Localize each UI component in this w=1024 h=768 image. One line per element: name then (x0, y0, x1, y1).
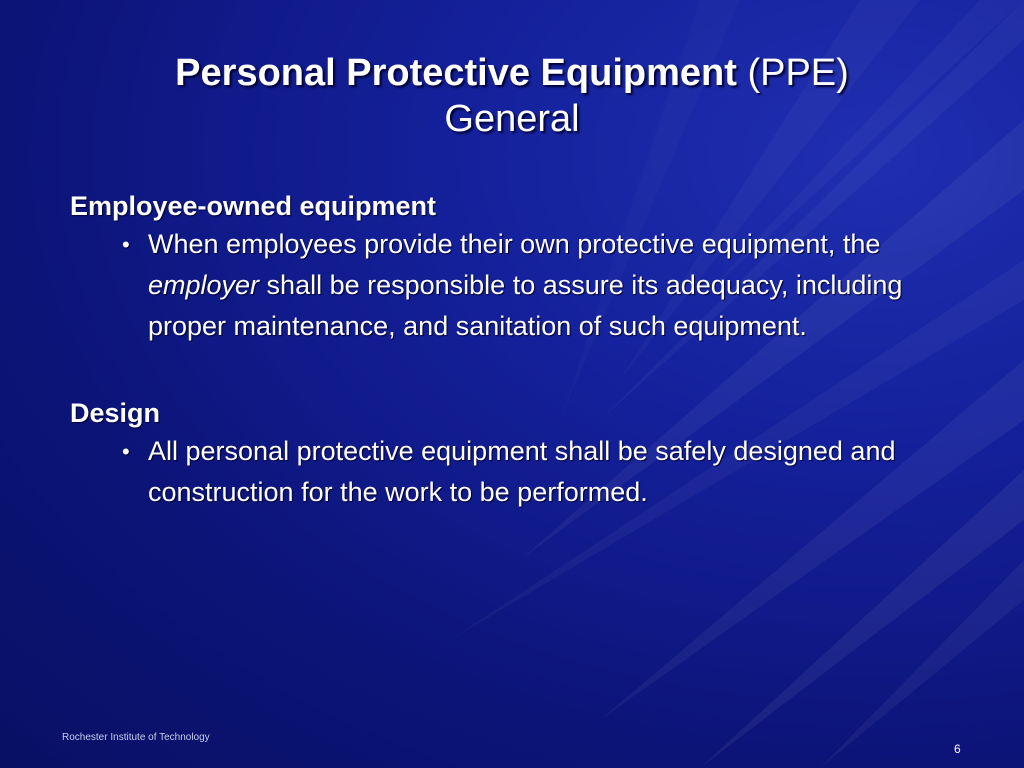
bullet-design (122, 431, 938, 513)
bullet-marker: • (122, 439, 130, 464)
bullet-text-emphasis: employer (148, 270, 260, 300)
bullet-text-part2: shall be responsible to assure its adequacy, including proper maintenance, and sanitation of such equipment. (148, 270, 903, 341)
slide-subtitle: General (444, 98, 580, 140)
page-number: 6 (954, 742, 961, 756)
section-heading-employee-owned: Employee-owned equipment (70, 191, 437, 221)
title-bold-text: Personal Protective Equipment (175, 52, 737, 94)
title-normal-text: (PPE) (747, 52, 849, 94)
section-heading-design: Design (70, 398, 161, 428)
section-spacer (70, 347, 970, 395)
bullet-marker: • (122, 232, 130, 257)
slide-content (70, 188, 970, 513)
bullet-text-part1: When employees provide their own protective equipment, the (148, 229, 881, 259)
bullet-employee-owned (122, 224, 938, 347)
footer-institution: Rochester Institute of Technology (62, 732, 210, 743)
slide-title (0, 50, 1024, 142)
bullet-text: All personal protective equipment shall be safely designed and construction for the work to be performed. (148, 436, 896, 507)
